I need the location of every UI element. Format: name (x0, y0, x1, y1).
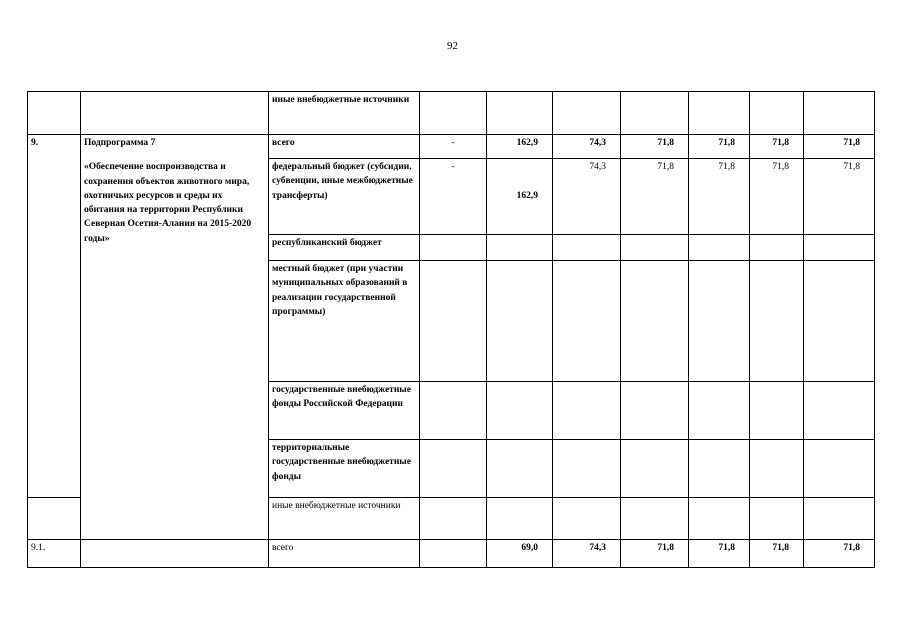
row-num-cell (28, 92, 81, 135)
value-cell (420, 235, 487, 261)
source-cell: федеральный бюджет (субсидии, субвенции, иные межбюджетные трансферты) (269, 159, 420, 235)
value-cell (420, 92, 487, 135)
value-cell: 162,9 (487, 159, 553, 235)
value-cell (487, 440, 553, 498)
value-cell (804, 235, 875, 261)
value-cell (420, 440, 487, 498)
subprogram-description: «Обеспечение воспроизводства и сохранения объектов животного мира, охотничьих ресурсов и среды их обитания на территории Республики Северная Осетия-Алания на 2015-2020 годы» (84, 162, 252, 244)
value-cell: 74,3 (553, 135, 621, 159)
subprogram-cell (81, 135, 269, 540)
source-cell: всего (269, 135, 420, 159)
value-cell (553, 498, 621, 540)
budget-table (27, 91, 875, 568)
value-cell: 71,8 (621, 135, 689, 159)
value-cell: 71,8 (621, 159, 689, 235)
value-cell (487, 261, 553, 382)
value-cell (804, 498, 875, 540)
value-cell (621, 440, 689, 498)
value-cell (621, 382, 689, 440)
value-cell (621, 261, 689, 382)
value-cell (420, 540, 487, 568)
value-cell: 71,8 (689, 159, 750, 235)
table-row (28, 540, 875, 568)
value-cell (553, 440, 621, 498)
value-cell: 71,8 (804, 540, 875, 568)
name-cell (81, 540, 269, 568)
source-cell: всего (269, 540, 420, 568)
value-cell (750, 382, 804, 440)
value-cell (621, 92, 689, 135)
value-cell: 71,8 (804, 135, 875, 159)
source-cell: территориальные государственные внебюджетные фонды (269, 440, 420, 498)
value-cell: 71,8 (750, 135, 804, 159)
dash-cell: - (420, 159, 487, 235)
name-cell (81, 92, 269, 135)
value-cell (750, 235, 804, 261)
row-num-cell (28, 498, 81, 540)
value-cell (487, 235, 553, 261)
value-cell (804, 440, 875, 498)
row-num-cell (28, 159, 81, 498)
value-cell (420, 261, 487, 382)
value-cell: 71,8 (804, 159, 875, 235)
value-cell: 74,3 (553, 159, 621, 235)
value-cell (553, 92, 621, 135)
value-cell (689, 92, 750, 135)
value-cell (553, 382, 621, 440)
value-cell (689, 382, 750, 440)
row-num-cell: 9.1. (28, 540, 81, 568)
value-cell (750, 92, 804, 135)
value-cell (689, 235, 750, 261)
value-cell (804, 382, 875, 440)
value-cell: 74,3 (553, 540, 621, 568)
value-cell (804, 261, 875, 382)
source-cell: иные внебюджетные источники (269, 498, 420, 540)
source-cell: иные внебюджетные источники (269, 92, 420, 135)
value-cell (487, 498, 553, 540)
value-cell (804, 92, 875, 135)
value-cell: 71,8 (689, 540, 750, 568)
page-number: 92 (447, 40, 458, 52)
value-cell (750, 261, 804, 382)
value-cell (689, 440, 750, 498)
table-row (28, 135, 875, 159)
value-cell (750, 440, 804, 498)
value-cell (487, 382, 553, 440)
source-cell: государственные внебюджетные фонды Российской Федерации (269, 382, 420, 440)
value-cell (420, 382, 487, 440)
value-cell: 71,8 (621, 540, 689, 568)
source-cell: местный бюджет (при участии муниципальных образований в реализации государственной программы) (269, 261, 420, 382)
value-cell (621, 498, 689, 540)
row-num-cell: 9. (28, 135, 81, 159)
value-cell (420, 498, 487, 540)
value-cell (689, 498, 750, 540)
value-cell: 71,8 (689, 135, 750, 159)
value-cell (621, 235, 689, 261)
subprogram-title: Подпрограмма 7 (84, 138, 156, 148)
value-cell: 162,9 (487, 135, 553, 159)
table-row (28, 92, 875, 135)
value-cell (689, 261, 750, 382)
value-cell (487, 92, 553, 135)
value-cell: 71,8 (750, 540, 804, 568)
dash-cell: - (420, 135, 487, 159)
value-cell (750, 498, 804, 540)
source-cell: республиканский бюджет (269, 235, 420, 261)
value-cell (553, 261, 621, 382)
value-cell (553, 235, 621, 261)
value-cell: 71,8 (750, 159, 804, 235)
value-cell: 69,0 (487, 540, 553, 568)
